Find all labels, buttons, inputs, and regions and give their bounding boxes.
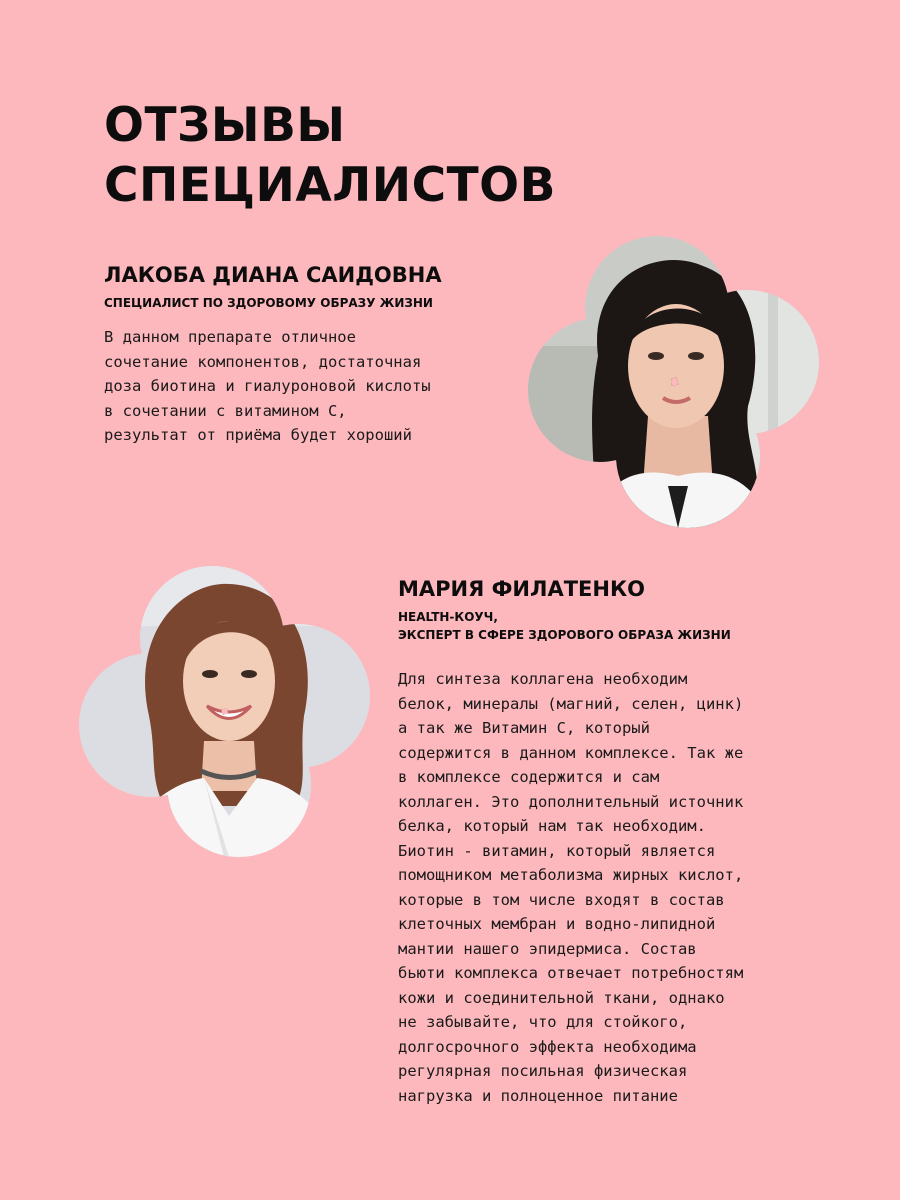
review-header-lakoba: [104, 262, 524, 312]
reviewer-photo: [528, 236, 819, 528]
page-title-line-2: СПЕЦИАЛИСТОВ: [104, 158, 556, 213]
reviewer-role-line: HEALTH-КОУЧ,: [398, 610, 498, 624]
reviewer-role-line: ЭКСПЕРТ В СФЕРЕ ЗДОРОВОГО ОБРАЗА ЖИЗНИ: [398, 628, 731, 642]
review-text: Для синтеза коллагена необходим белок, минералы (магний, селен, цинк) а так же Витамин С, который содержится в данном комплексе. Так же в комплексе содержится и сам коллаген. Это дополнительный источник белка, который нам так необходим. Биотин - витамин, который является помощником метаболизма жирных кислот, которые в том числе входят в состав клеточных мембран и водно-липидной мантии нашего эпидермиса. Состав бьюти комплекса отвечает потребностям кожи и соединительной ткани, однако не забывайте, что для стойкого, долгосрочного эффекта необходима регулярная посильная физическая нагрузка и полноценное питание: [398, 670, 744, 1105]
reviewer-role: [398, 608, 838, 644]
review-header-filatenko: [398, 576, 838, 644]
reviewer-name: МАРИЯ ФИЛАТЕНКО: [398, 577, 645, 601]
page-title-line-1: ОТЗЫВЫ: [104, 98, 346, 153]
reviewer-role: [104, 294, 524, 312]
review-text: В данном препарате отличное сочетание компонентов, достаточная доза биотина и гиалуроновой кислоты в сочетании с витамином С, результат от приёма будет хороший: [104, 328, 431, 444]
reviewer-name: ЛАКОБА ДИАНА САИДОВНА: [104, 263, 442, 287]
reviewer-role-line: СПЕЦИАЛИСТ ПО ЗДОРОВОМУ ОБРАЗУ ЖИЗНИ: [104, 296, 433, 310]
reviewer-photo: [79, 566, 370, 857]
page-title: [104, 96, 556, 216]
